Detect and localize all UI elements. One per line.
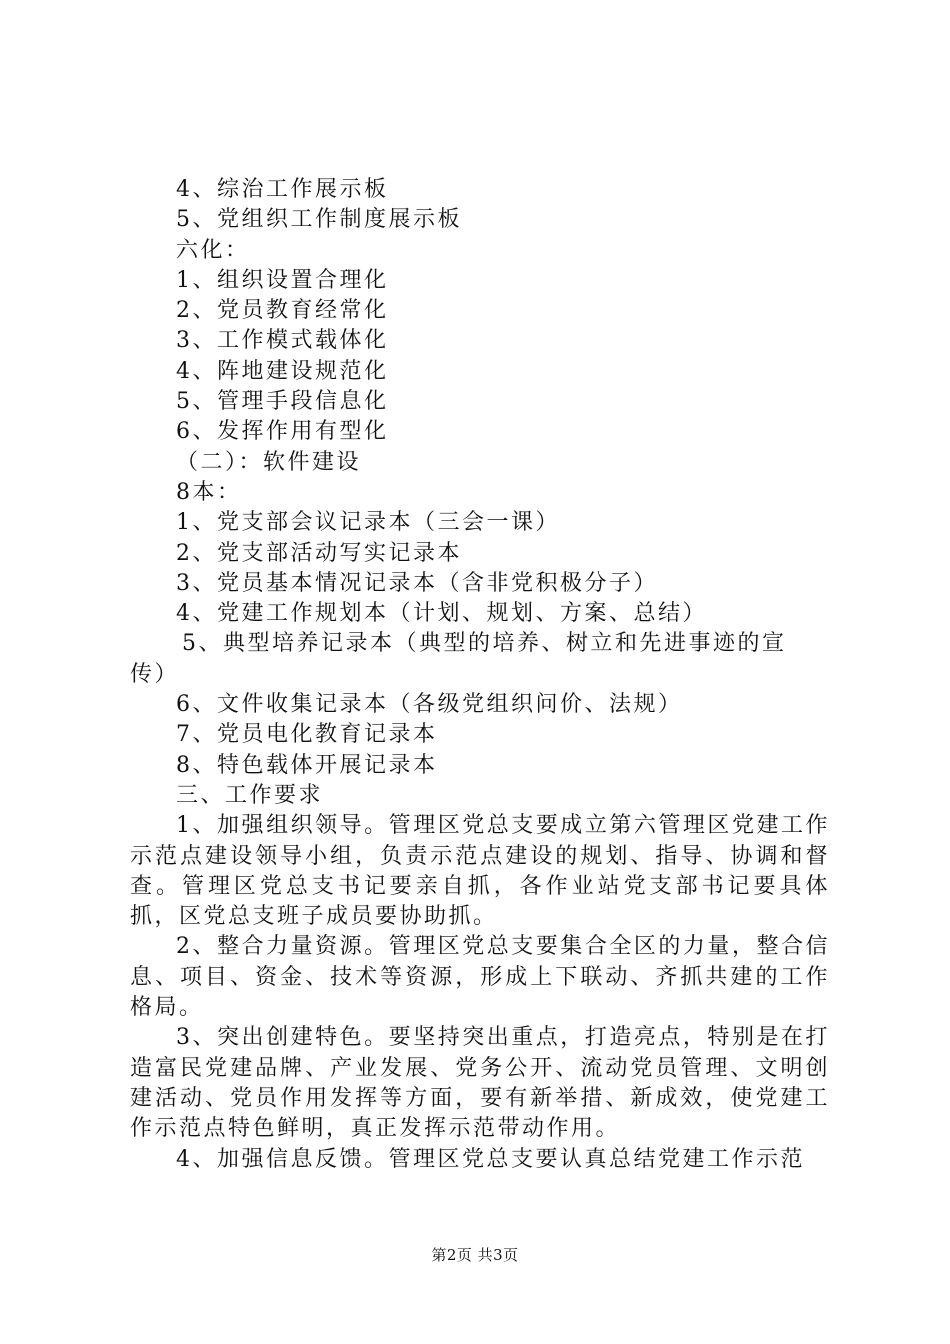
text-line: 6、发挥作用有型化 xyxy=(176,419,389,445)
section-heading: 三、工作要求 xyxy=(176,782,324,808)
text-line: 2、党支部活动写实记录本 xyxy=(176,540,462,566)
text-line: 4、党建工作规划本（计划、规划、方案、总结） xyxy=(176,601,707,627)
text-line: 4、阵地建设规范化 xyxy=(176,358,389,384)
text-line: 7、党员电化教育记录本 xyxy=(176,722,438,748)
text-line: 5、党组织工作制度展示板 xyxy=(176,207,462,233)
text-line: 2、党员教育经常化 xyxy=(176,298,389,324)
paragraph: 3、突出创建特色。要坚持突出重点，打造亮点，特别是在打造富民党建品牌、产业发展、党务公开、流动党员管理、文明创建活动、党员作用发挥等方面，要有新举措、新成效，使党建工作示范点特色鲜明，真正发挥示范带动作用。 xyxy=(130,1025,830,1142)
text-line: 5、管理手段信息化 xyxy=(176,389,389,415)
text-line: 传） xyxy=(130,661,180,687)
text-line: 6、文件收集记录本（各级党组织问价、法规） xyxy=(176,692,683,718)
text-line: 1、党支部会议记录本（三会一课） xyxy=(176,510,560,536)
text-line: 1、组织设置合理化 xyxy=(176,267,389,293)
paragraph: 1、加强组织领导。管理区党总支要成立第六管理区党建工作示范点建设领导小组，负责示范点建设的规划、指导、协调和督查。管理区党总支书记要亲自抓，各作业站党支部书记要具体抓，区党总支班子成员要协助抓。 xyxy=(130,813,830,930)
paragraph: 4、加强信息反馈。管理区党总支要认真总结党建工作示范 xyxy=(176,1146,805,1172)
section-heading: （二）：软件建设 xyxy=(176,449,362,475)
text-line: 8、特色载体开展记录本 xyxy=(176,752,438,778)
text-line: 4、综治工作展示板 xyxy=(176,177,389,202)
document-body xyxy=(130,175,830,1175)
page-footer: 第2页 共3页 xyxy=(431,1246,519,1264)
section-heading: 六化： xyxy=(176,237,250,263)
section-heading: 8本： xyxy=(176,479,242,505)
text-line: 3、工作模式载体化 xyxy=(176,328,389,354)
text-line: 5、典型培养记录本（典型的培养、树立和先进事迹的宣 xyxy=(182,631,787,657)
text-line: 3、党员基本情况记录本（含非党积极分子） xyxy=(176,570,658,596)
paragraph: 2、整合力量资源。管理区党总支要集合全区的力量，整合信息、项目、资金、技术等资源，形成上下联动、齐抓共建的工作格局。 xyxy=(130,934,830,1021)
